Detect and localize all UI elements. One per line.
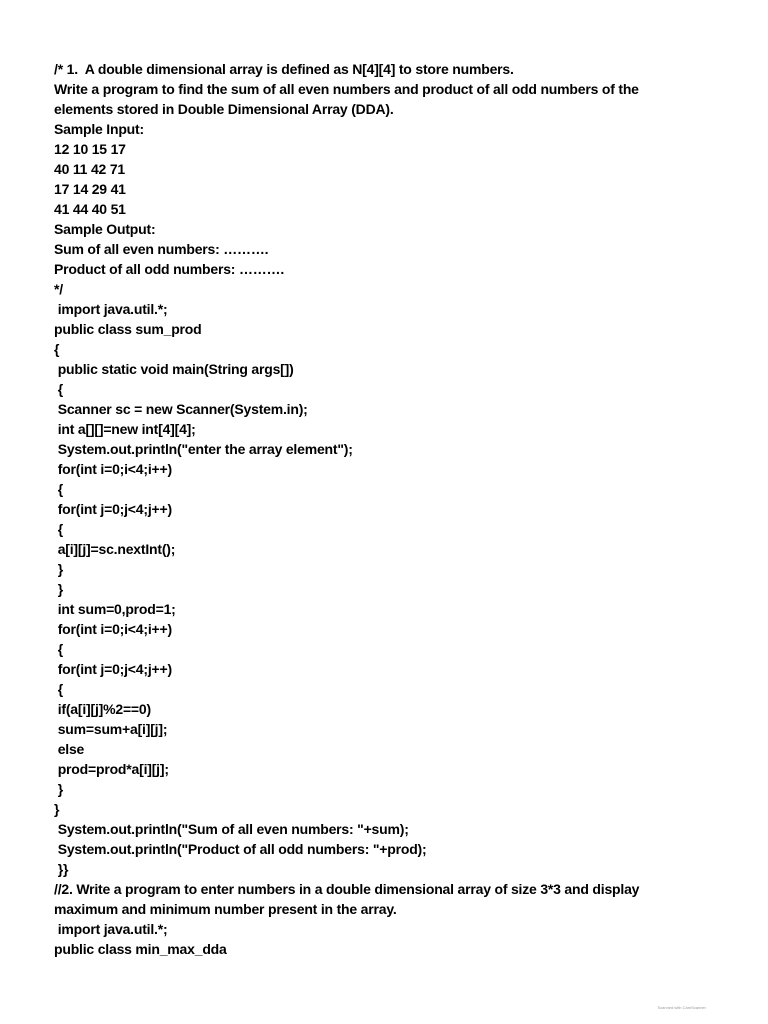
code-line: for(int i=0;i<4;i++) bbox=[54, 621, 172, 637]
code-line: for(int j=0;j<4;j++) bbox=[54, 661, 172, 677]
code-line: sum=sum+a[i][j]; bbox=[54, 721, 168, 737]
text-line: Write a program to find the sum of all even numbers and product of all odd numbers of the bbox=[54, 81, 639, 97]
code-line: a[i][j]=sc.nextInt(); bbox=[54, 541, 176, 557]
code-line: int a[][]=new int[4][4]; bbox=[54, 421, 196, 437]
text-line: Sample Input: bbox=[54, 121, 144, 137]
code-line: { bbox=[54, 681, 63, 697]
text-line: /* 1. A double dimensional array is defined as N[4][4] to store numbers. bbox=[54, 61, 514, 77]
code-line: import java.util.*; bbox=[54, 301, 168, 317]
code-line: }} bbox=[54, 861, 69, 877]
text-line: 12 10 15 17 bbox=[54, 141, 126, 157]
code-line: } bbox=[54, 581, 63, 597]
code-line: prod=prod*a[i][j]; bbox=[54, 761, 169, 777]
text-line: 41 44 40 51 bbox=[54, 201, 126, 217]
code-line: System.out.println("enter the array element"); bbox=[54, 441, 353, 457]
code-line: System.out.println("Sum of all even numbers: "+sum); bbox=[54, 821, 409, 837]
scanner-watermark: Scanned with CamScanner bbox=[657, 1005, 706, 1010]
code-line: System.out.println("Product of all odd numbers: "+prod); bbox=[54, 841, 427, 857]
code-line: { bbox=[54, 521, 63, 537]
code-line: public class sum_prod bbox=[54, 321, 202, 337]
code-line: { bbox=[54, 481, 63, 497]
text-line: 17 14 29 41 bbox=[54, 181, 126, 197]
text-line: maximum and minimum number present in the array. bbox=[54, 901, 397, 917]
code-line: if(a[i][j]%2==0) bbox=[54, 701, 151, 717]
code-line: } bbox=[54, 561, 63, 577]
code-line: for(int i=0;i<4;i++) bbox=[54, 461, 172, 477]
code-line: Scanner sc = new Scanner(System.in); bbox=[54, 401, 308, 417]
code-line: { bbox=[54, 381, 63, 397]
code-line: } bbox=[54, 801, 60, 817]
code-line: for(int j=0;j<4;j++) bbox=[54, 501, 172, 517]
text-line: Product of all odd numbers: ………. bbox=[54, 261, 285, 277]
code-line: } bbox=[54, 781, 63, 797]
text-line: */ bbox=[54, 281, 63, 297]
document-body bbox=[54, 59, 734, 959]
code-line: { bbox=[54, 341, 60, 357]
code-line: public static void main(String args[]) bbox=[54, 361, 294, 377]
code-line: public class min_max_dda bbox=[54, 941, 227, 957]
text-line: //2. Write a program to enter numbers in a double dimensional array of size 3*3 and display bbox=[54, 881, 640, 897]
code-line: { bbox=[54, 641, 63, 657]
text-line: 40 11 42 71 bbox=[54, 161, 125, 177]
text-line: Sum of all even numbers: ………. bbox=[54, 241, 269, 257]
text-line: elements stored in Double Dimensional Array (DDA). bbox=[54, 101, 394, 117]
text-line: Sample Output: bbox=[54, 221, 156, 237]
code-line: import java.util.*; bbox=[54, 921, 168, 937]
code-line: else bbox=[54, 741, 85, 757]
code-line: int sum=0,prod=1; bbox=[54, 601, 176, 617]
